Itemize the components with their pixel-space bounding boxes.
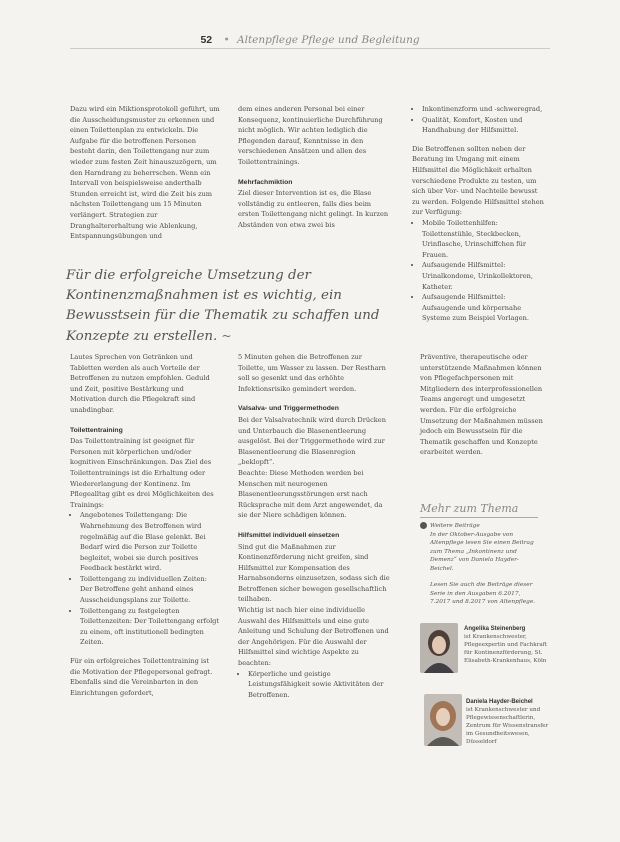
col2-top-text: dem eines anderen Personal bei einer Konsequenz, kontinuierliche Durchführung nicht möglich. Wir achten lediglich die Pflegenden darauf, Kenntnisse in den verschiedenen Ansätzen und allen des Toilettentrainings. [238, 105, 383, 166]
author-steinenberg [464, 625, 550, 665]
list-item: • Angebotenes Toilettengang: Die Wahrnehmung des Betroffenen wird regelmäßig auf die Blase gelenkt. Bei Bedarf wird die Person zur Toilette begleitet, wobei sie durch positives Feedback bestärkt wird. [80, 510, 220, 574]
running-header [0, 34, 620, 46]
heading-hilfsmittel: Hilfsmittel individuell einsetzen [238, 531, 340, 539]
list-item: • Mobile Toilettenhilfen: Toilettenstühle, Steckbecken, Urinflasche, Urinschiffchen für Frauen. [422, 218, 544, 260]
header-separator: • [223, 34, 230, 46]
list-item: • Qualität, Komfort, Kosten und Handhabung der Hilfsmittel. [422, 115, 544, 136]
column-1-bottom [70, 352, 220, 698]
author-hayder-beichel [466, 698, 552, 746]
heading-mehrfachmiktion: Mehrfachmiktion [238, 178, 293, 186]
col3-text: Die Betroffenen sollten neben der Beratung im Umgang mit einem Hilfsmittel die Möglichkeit erhalten verschiedene Produkte zu testen, um sich über Vor- und Nachteile bewusst zu werden. Folgende Hilfsmittel stehen zur Verfügung: [412, 144, 544, 217]
col2-hilfsmittel-text-2: Wichtig ist nach hier eine individuelle Auswahl des Hilfsmittels und eine gute Anleitung und Schulung der Betroffenen und der Angehörigen. Für die Auswahl der Hilfsmittel sind wichtige Aspekte zu beachten: [238, 606, 389, 668]
col1-top-text: Dazu wird ein Miktionsprotokoll geführt, um die Ausscheidungsmuster zu erkennen und einen Toilettenplan zu entwickeln. Die Aufgabe für die betroffenen Personen besteht darin, den Toilettengang nur zum wieder zum festen Zeit hinauszuzögern, um den Harndrang zu beherrschen. Wenn ein Intervall von beispielsweise anderthalb Stunden erreicht ist, wird die Zeit bis zum nächsten Toilettengang um 15 Minuten verlängert. Strategien zur Dranghaltererhaltung wie Ablenkung, Entspannungsübungen und [70, 105, 220, 241]
mehr-item-text: In der Oktober-Ausgabe von Altenpflege lesen Sie einen Beitrag zum Thema „Inkontinenz und Demenz“ von Daniela Hayder-Beichel. [430, 531, 534, 572]
column-2-bottom [238, 352, 390, 700]
bullet-dot-icon [420, 522, 427, 529]
col3-bottom-text: Präventive, therapeutische oder unterstützende Maßnahmen können von Pflegefachpersonen mit Mitgliedern des interprofessionellen Teams angeregt und umgesetzt werden. Für die erfolgreiche Umsetzung der Maßnahmen müssen jedoch ein Bewusstsein für die Thematik geschaffen und Konzepte erarbeitet werden. [420, 353, 543, 457]
author-name: Angelika Steinenberg [464, 626, 526, 632]
list-item: • Aufsaugende Hilfsmittel: Aufsaugende und körpernahe Systeme zum Beispiel Vorlagen. [422, 292, 544, 324]
col1-list [70, 510, 220, 648]
column-1-top [70, 104, 220, 242]
column-2-top [238, 104, 390, 231]
list-item: • Toilettengang zu individuellen Zeiten: Der Betroffene geht anhand eines Ausscheidungsplans zur Toilette. [80, 574, 220, 606]
author-photo-steinenberg [420, 623, 458, 673]
col2-intro: 5 Minuten gehen die Betroffenen zur Toilette, um Wasser zu lassen. Der Restharn soll so gesenkt und das erhöhte Infektionsrisiko gemindert werden. [238, 353, 386, 393]
col2-mehrfach-text: Ziel dieser Intervention ist es, die Blase vollständig zu entleeren, falls dies beim ersten Toilettengang nicht gelingt. In kurzen Abständen von etwa zwei bis [238, 189, 389, 229]
mehr-rule [420, 517, 538, 518]
author-name: Daniela Hayder-Beichel [466, 699, 533, 705]
header-rule [70, 48, 550, 49]
list-item: • Körperliche und geistige Leistungsfähigkeit sowie Aktivitäten der Betroffenen. [248, 669, 390, 701]
mehr-item-title: Weitere Beiträge [430, 523, 480, 529]
col2-beachte-text: Beachte: Diese Methoden werden bei Menschen mit neurogenen Blasenentleerungsstörungen erst nach Rücksprache mit dem Arzt angewendet, da sie der Niere schädigen können. [238, 468, 383, 520]
author-role: ist Krankenschwester und Pflegewissenschaftlerin, Zentrum für Wissenstransfer im Gesundheitswesen, Düsseldorf [466, 707, 549, 745]
col3-list [412, 218, 544, 324]
author-role: ist Krankenschwester, Pflegeexpertin und Fachkraft für Kontinenzförderung, St. Elisabeth-Krankenhaus, Köln [464, 634, 547, 664]
quote-swirl-icon: ~ [221, 329, 232, 343]
col1-intro: Lautes Sprechen von Getränken und Tabletten werden als auch Vorteile der Betroffenen zu nutzen empfohlen. Geduld und Zeit, positive Bestärkung und Motivation durch die Pflegekraft sind unabdingbar. [70, 353, 210, 414]
mehr-note: Lesen Sie auch die Beiträge dieser Serie in den Ausgaben 6.2017, 7.2017 und 8.2017 von Altenpflege. [430, 582, 536, 605]
page-number: 52 [200, 34, 213, 46]
list-item: • Aufsaugende Hilfsmittel: Urinalkondome, Urinkollektoren, Katheter. [422, 260, 544, 292]
mehr-zum-thema-title: Mehr zum Thema [420, 502, 519, 515]
col2-list [238, 669, 390, 701]
mehr-zum-thema-box [420, 522, 538, 607]
author-photo-hayder-beichel [424, 694, 462, 746]
heading-valsalva: Valsalva- und Triggermethoden [238, 405, 339, 413]
col1-outro: Für ein erfolgreiches Toilettentraining ist die Motivation der Pflegepersonal gefragt. Ebenfalls sind die Vereinbarten in den Einrichtungen gefordert, [70, 657, 213, 697]
col1-training-text: Das Toilettentraining ist geeignet für Personen mit körperlichen und/oder kognitiven Einschränkungen. Das Ziel des Toilettentrainings ist die Erhaltung oder Wiedererlangung der Kontinenz. Im Pflegealltag gibt es drei Möglichkeiten des Trainings: [70, 437, 214, 509]
column-3-bottom [420, 352, 544, 458]
pull-quote-text: Für die erfolgreiche Umsetzung der Kontinenzmaßnahmen ist es wichtig, ein Bewusstsein für die Thematik zu schaffen und Konzepte zu erstellen. [66, 268, 380, 344]
col3-top-list [412, 104, 544, 136]
heading-toilettentraining: Toilettentraining [70, 426, 123, 434]
column-3-top [412, 104, 544, 324]
col2-hilfsmittel-text: Sind gut die Maßnahmen zur Kontinenzförderung nicht greifen, sind Hilfsmittel zur Kompensation des Harnabsonderns einzusetzen, sodass sich die Betroffenen sicher bewegen gesellschaftlich teilhaben. [238, 542, 390, 604]
pull-quote [66, 266, 396, 347]
col2-valsalva-text: Bei der Valsalvatechnik wird durch Drücken und Unterbauch die Blasenentleerung ausgelöst. Bei der Triggermethode wird zur Blasenentleerung die Blasenregion „beklopft“. [238, 415, 386, 467]
list-item: • Toilettengang zu festgelegten Toilettenzeiten: Der Toilettengang erfolgt zu einem, oft institutionell bedingten Zeiten. [80, 606, 220, 648]
header-title: Altenpflege Pflege und Begleitung [237, 34, 420, 46]
list-item: • Inkontinenzform und -schweregrad, [422, 104, 544, 115]
